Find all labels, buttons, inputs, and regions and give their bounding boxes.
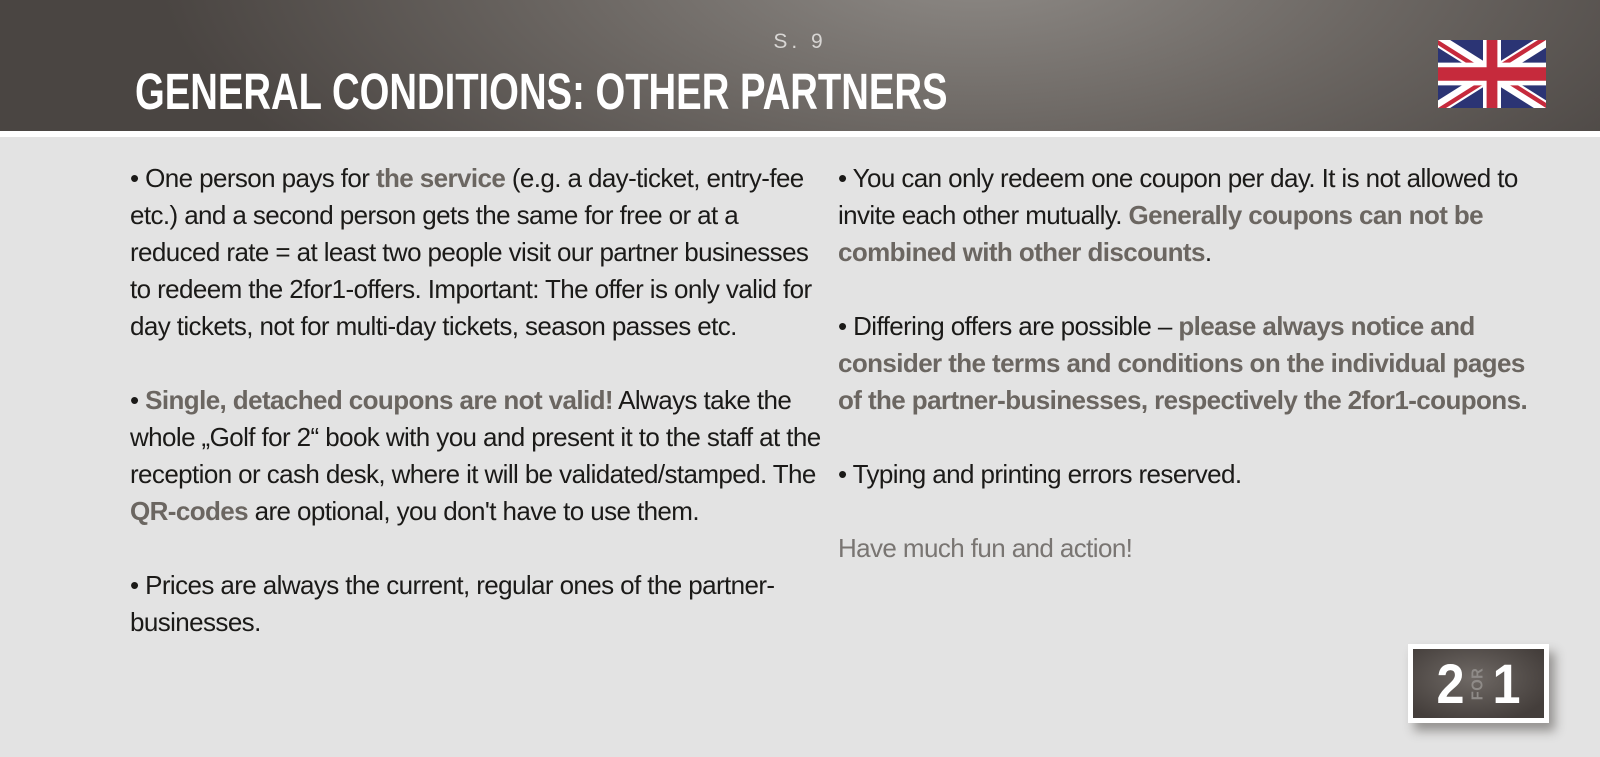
page-number: S. 9	[773, 30, 827, 53]
uk-flag-svg	[1438, 40, 1546, 108]
bullet-paragraph	[838, 530, 1538, 567]
text-segment-normal: • You can only redeem one coupon per day. It is not allowed to invite each other mutually.	[838, 163, 1518, 230]
right-column	[838, 160, 1538, 604]
text-segment-normal: • One person pays for	[130, 163, 376, 193]
text-segment-normal: Always take the whole „Golf for 2“ book with you and present it to the staff at the reception or cash desk, where it will be validated/stamped. The	[130, 385, 821, 489]
text-segment-emphasis: Generally coupons can not be combined with other discounts	[838, 200, 1484, 267]
bullet-paragraph	[838, 456, 1538, 493]
text-segment-normal: •	[130, 385, 146, 415]
text-segment-normal: • Differing offers are possible –	[838, 311, 1179, 341]
text-segment-normal: are optional, you don't have to use them.	[248, 496, 699, 526]
text-segment-normal: • Prices are always the current, regular ones of the partner-businesses.	[130, 570, 775, 637]
bullet-paragraph	[838, 308, 1538, 419]
text-segment-emphasis: please always notice and consider the terms and conditions on the individual pages of the partner-businesses, respectively the 2for1-coupons.	[838, 311, 1528, 415]
bullet-paragraph	[130, 160, 825, 345]
2for1-badge	[1408, 644, 1549, 723]
text-segment-normal: • Typing and printing errors reserved.	[838, 459, 1242, 489]
text-segment-normal: (e.g. a day-ticket, entry-fee etc.) and a second person gets the same for free or at a reduced rate = at least two people visit our partner businesses to redeem the 2for1-offers. Important: The offer is only valid for day tickets, not for multi-day tickets, season passes etc.	[130, 163, 812, 341]
page-title: GENERAL CONDITIONS: OTHER PARTNERS	[135, 63, 948, 120]
text-segment-emphasis: QR-codes	[130, 496, 249, 526]
header-band	[0, 0, 1600, 131]
badge-digit-2: 2	[1436, 651, 1465, 715]
text-segment-emphasis: the service	[375, 163, 506, 193]
left-column	[130, 160, 825, 678]
2for1-badge-inner	[1413, 649, 1544, 718]
badge-digit-1: 1	[1492, 651, 1521, 715]
badge-for-label: FOR	[1469, 667, 1487, 700]
bullet-paragraph	[130, 382, 825, 530]
header-separator-line	[0, 131, 1600, 137]
text-segment-muted: Have much fun and action!	[838, 533, 1133, 563]
text-segment-normal: .	[1204, 237, 1212, 267]
text-segment-emphasis: Single, detached coupons are not valid!	[145, 385, 613, 415]
bullet-paragraph	[130, 567, 825, 641]
bullet-paragraph	[838, 160, 1538, 271]
uk-flag-icon	[1438, 40, 1546, 108]
